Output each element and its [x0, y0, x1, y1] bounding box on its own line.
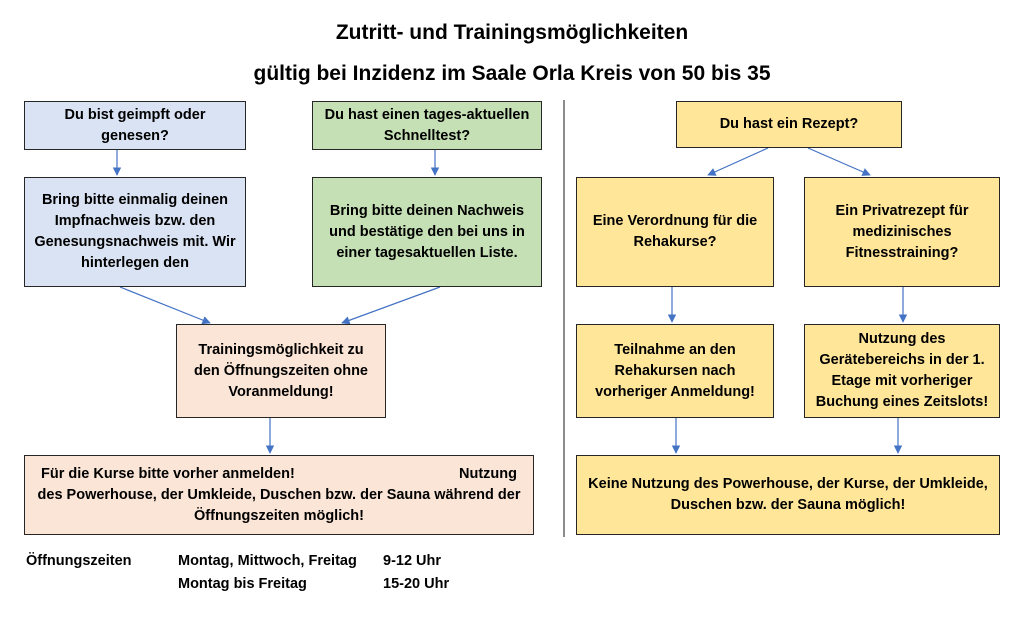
private-action-text: Nutzung des Gerätebereichs in der 1. Etage mit vorheriger Buchung eines Zeitslots! — [815, 331, 989, 410]
rehab-question-text: Eine Verordnung für die Rehakurse? — [592, 213, 758, 250]
vaccinated-action-text: Bring bitte einmalig deinen Impfnachweis bzw. den Genesungsnachweis mit. Wir hinterlegen den — [34, 192, 236, 271]
page-subtitle: gültig bei Inzidenz im Saale Orla Kreis von 50 bis 35 — [253, 62, 771, 85]
courses-info-box — [24, 455, 534, 535]
vaccinated-question-text: Du bist geimpft oder genesen? — [64, 106, 206, 144]
prescription-question-box — [676, 101, 902, 148]
private-question-box — [804, 177, 1000, 287]
rehab-question-box — [576, 177, 774, 287]
page-title: Zutritt- und Trainingsmöglichkeiten — [335, 21, 689, 44]
arrow-prescription-to-private — [808, 148, 870, 175]
courses-info-text-3: des Powerhouse, der Umkleide, Duschen bzw. der Sauna während der Öffnungszeiten möglich! — [37, 487, 521, 524]
test-action-text: Bring bitte deinen Nachweis und bestätige den bei uns in einer tagesaktuellen Liste. — [329, 202, 525, 261]
rehab-action-text: Teilnahme an den Rehakursen nach vorheriger Anmeldung! — [595, 341, 755, 400]
prescription-question-text: Du hast ein Rezept? — [719, 116, 859, 132]
courses-info-text-2: Nutzung — [459, 466, 517, 482]
hours-time-1: 9-12 Uhr — [383, 553, 442, 569]
private-action-box — [804, 324, 1000, 418]
hours-days-2: Montag bis Freitag — [178, 576, 307, 592]
vaccinated-question-box — [24, 101, 246, 150]
rehab-action-box — [576, 324, 774, 418]
arrow-prescription-to-rehab — [708, 148, 768, 175]
hours-days-1: Montag, Mittwoch, Freitag — [178, 553, 357, 569]
hours-label: Öffnungszeiten — [26, 553, 132, 569]
test-question-box — [312, 101, 542, 150]
arrow-vaccinated-action-to-training — [120, 287, 210, 323]
courses-info-text-1: Für die Kurse bitte vorher anmelden! — [41, 466, 295, 482]
no-usage-box — [576, 455, 1000, 535]
hours-time-2: 15-20 Uhr — [383, 576, 450, 592]
training-option-text: Trainingsmöglichkeit zu den Öffnungszeiten ohne Voranmeldung! — [194, 341, 368, 400]
training-option-box — [176, 324, 386, 418]
test-question-text: Du hast einen tages-aktuellen Schnelltest? — [324, 106, 530, 144]
no-usage-text: Keine Nutzung des Powerhouse, der Kurse, der Umkleide, Duschen bzw. der Sauna möglich! — [588, 476, 988, 513]
vaccinated-action-box — [24, 177, 246, 287]
test-action-box — [312, 177, 542, 287]
private-question-text: Ein Privatrezept für medizinisches Fitnesstraining? — [835, 202, 969, 261]
arrow-test-action-to-training — [342, 287, 440, 323]
